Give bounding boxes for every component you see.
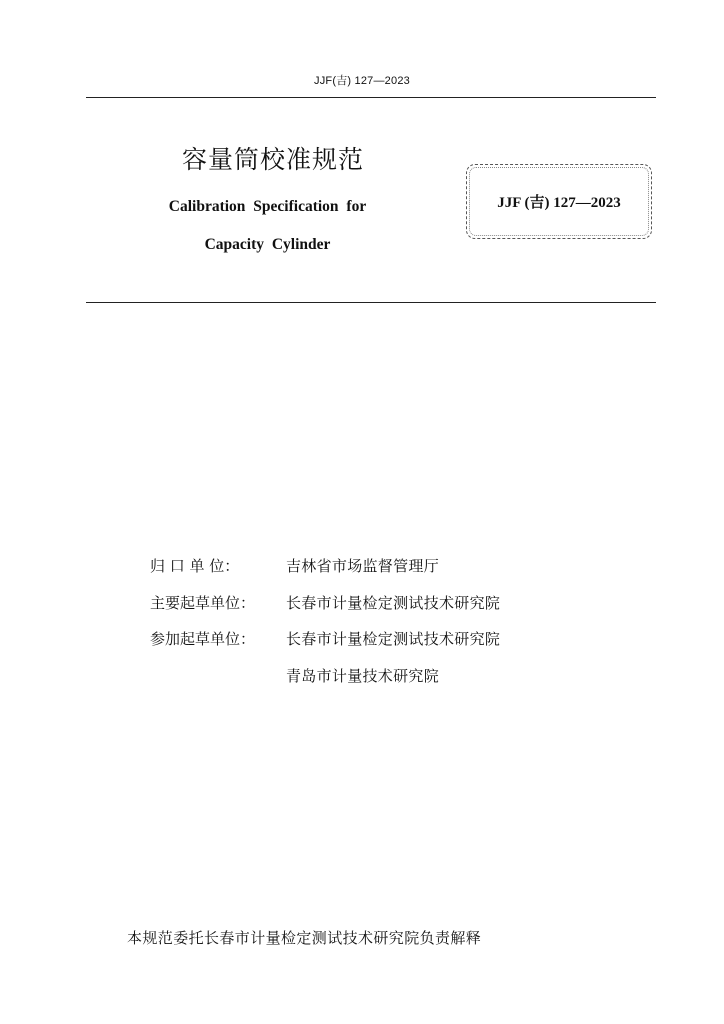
unit-value: 青岛市计量技术研究院	[286, 667, 440, 685]
unit-label: 主要起草单位：	[150, 594, 256, 612]
title-chinese: 容量筒校准规范	[181, 145, 364, 174]
interpretation-note: 本规范委托长春市计量检定测试技术研究院负责解释	[127, 929, 482, 947]
unit-label: 参加起草单位：	[150, 630, 256, 648]
header-code: JJF(吉) 127—2023	[314, 75, 410, 87]
unit-label: 归 口 单 位：	[150, 557, 240, 575]
unit-value: 吉林省市场监督管理厅	[286, 557, 440, 575]
middle-divider	[86, 302, 656, 303]
unit-value: 长春市计量检定测试技术研究院	[286, 594, 501, 612]
title-english-line-1: Calibration Specification for	[168, 198, 367, 215]
unit-value: 长春市计量检定测试技术研究院	[286, 630, 501, 648]
top-divider	[86, 97, 656, 98]
specification-code: JJF (吉) 127—2023	[497, 195, 621, 211]
title-english-line-2: Capacity Cylinder	[204, 236, 331, 253]
specification-code-box	[466, 164, 652, 239]
